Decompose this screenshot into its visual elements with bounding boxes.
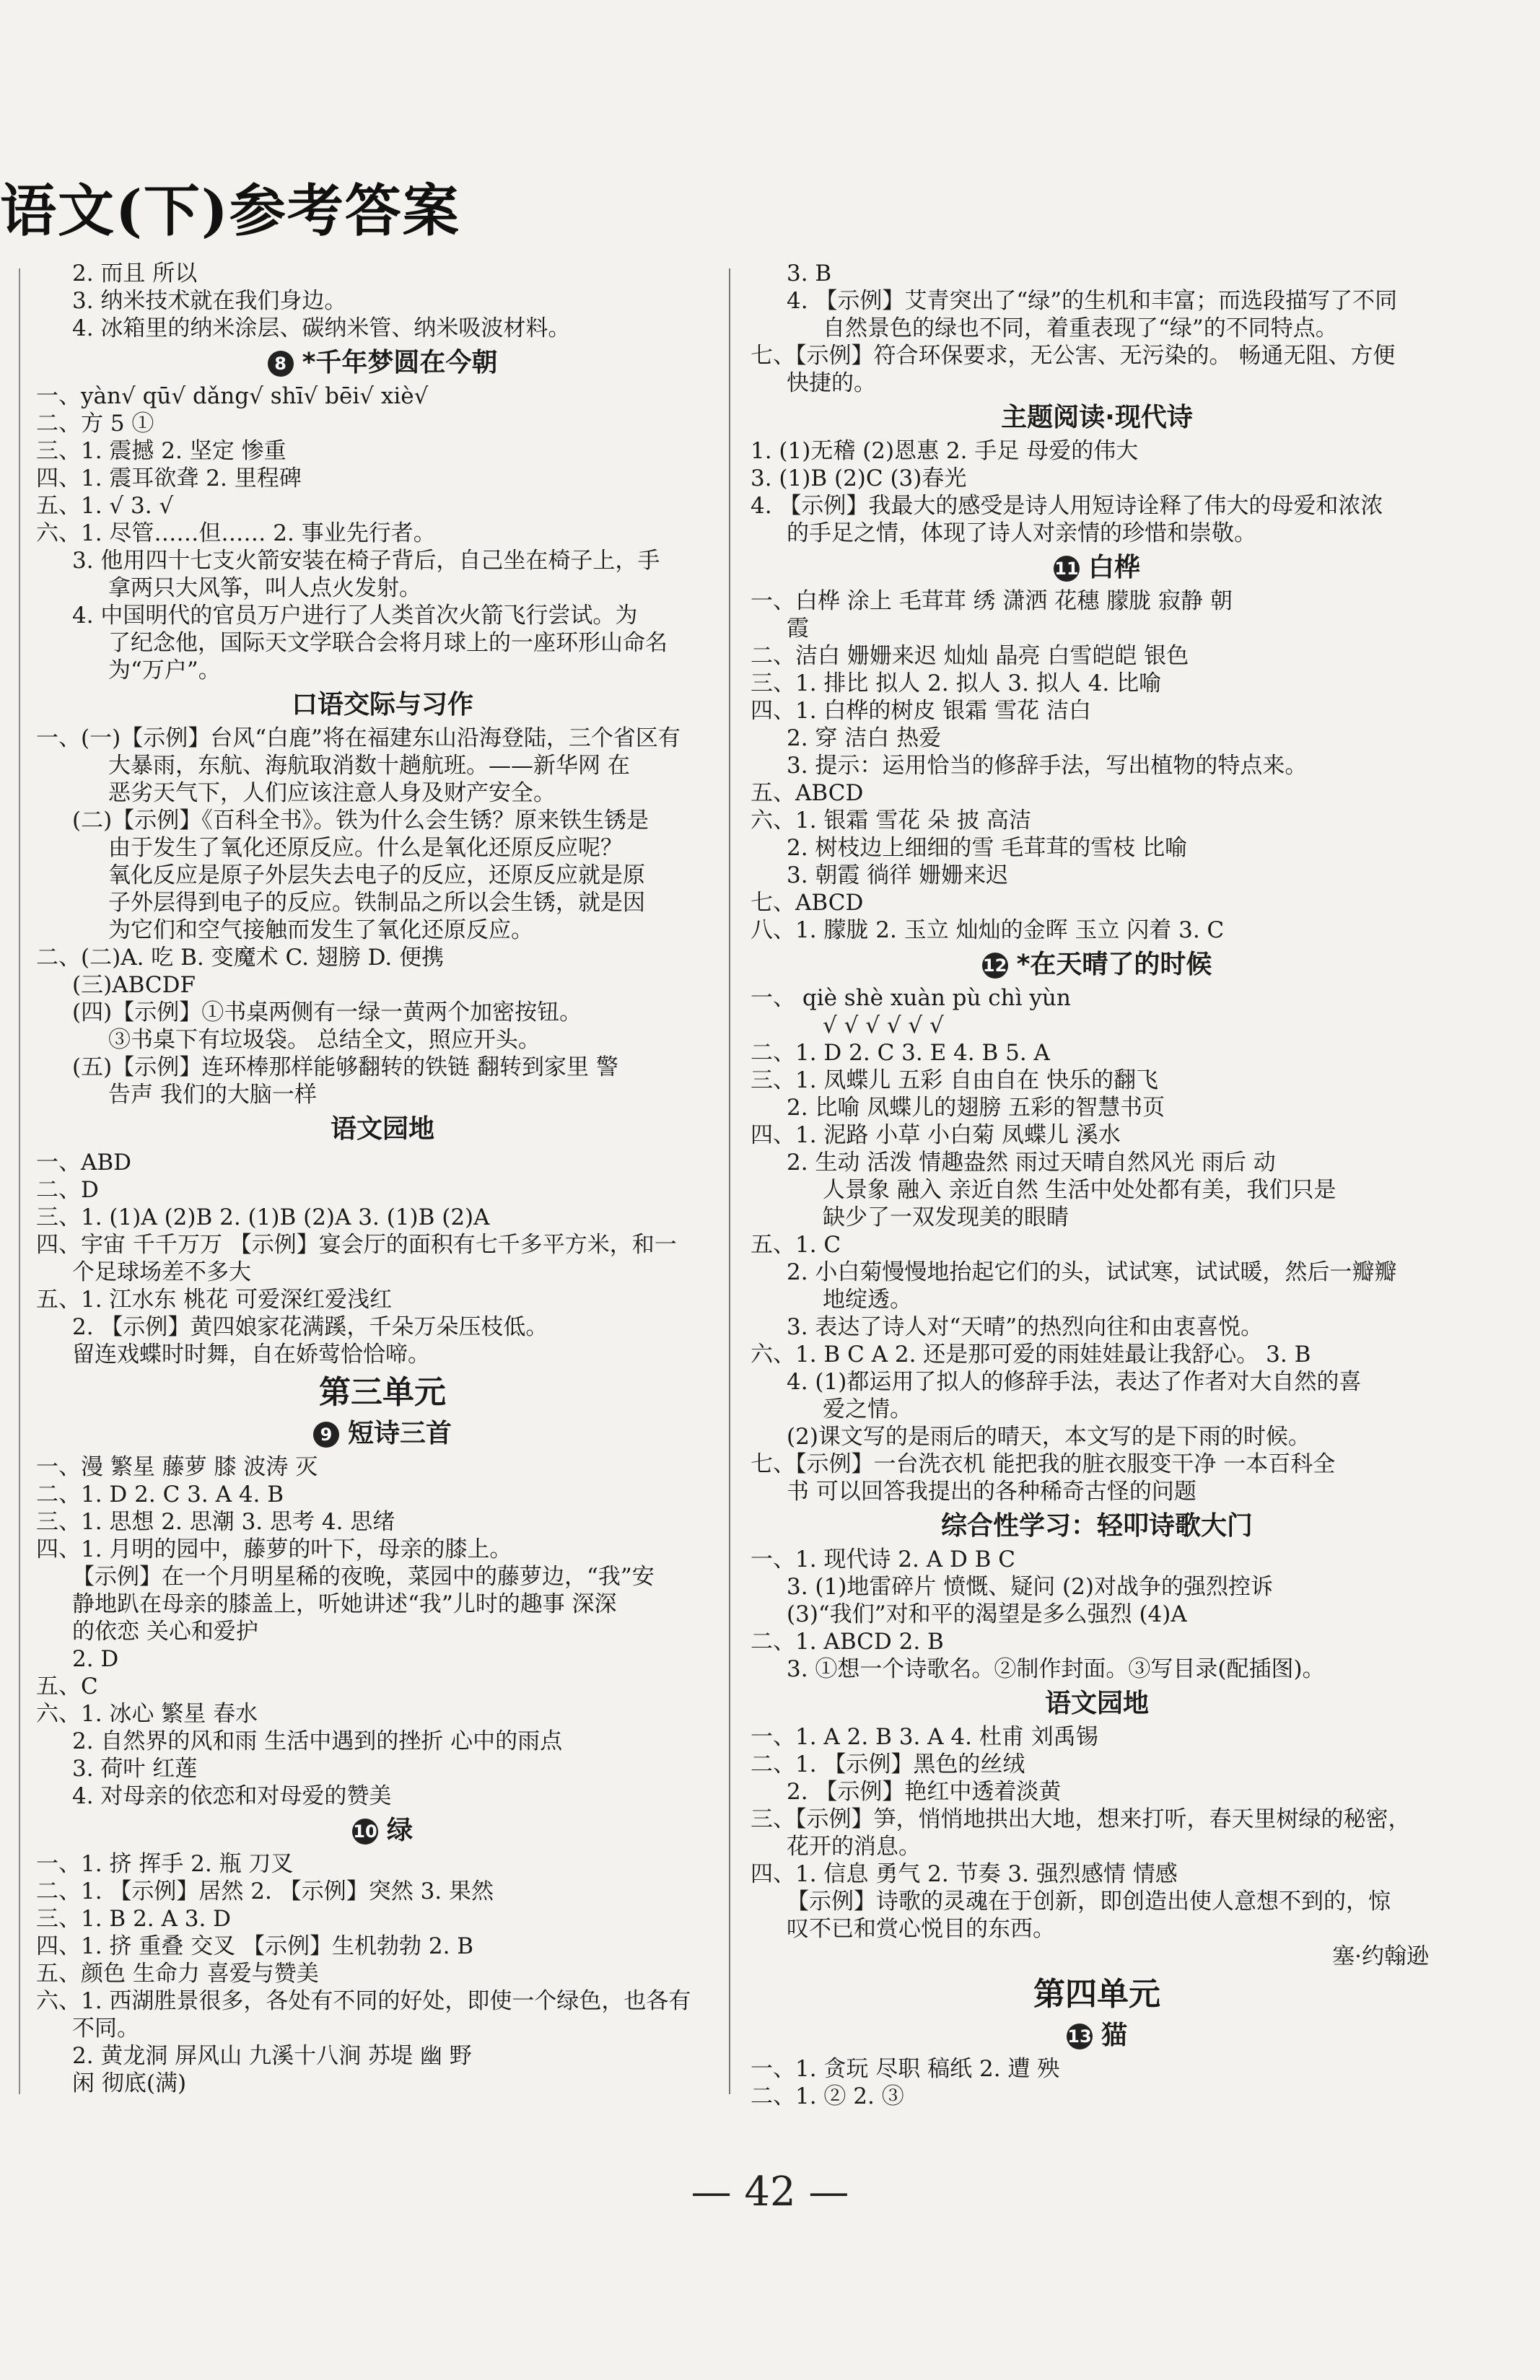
section-heading-text: 猫 — [1101, 2021, 1127, 2050]
answer-line: 留连戏蝶时时舞，自在娇莺恰恰啼。 — [72, 1342, 430, 1368]
answer-line: 一、漫 繁星 藤萝 膝 波涛 灭 — [36, 1454, 318, 1480]
answer-line: 快捷的。 — [787, 370, 876, 396]
answer-line: 3. 表达了诗人对“天晴”的热烈向往和由衷喜悦。 — [787, 1314, 1264, 1340]
lesson-number-badge: 13 — [1067, 2024, 1093, 2049]
section-heading-text: 短诗三首 — [347, 1419, 452, 1448]
answer-line: 4. 冰箱里的纳米涂层、碳纳米管、纳米吸波材料。 — [72, 315, 571, 341]
answer-line: 一、白桦 涂上 毛茸茸 绣 潇洒 花穗 朦胧 寂静 朝 — [751, 588, 1233, 614]
answer-line: 2. 树枝边上细细的雪 毛茸茸的雪枝 比喻 — [787, 835, 1188, 861]
answer-line: 四、1. 信息 勇气 2. 节奏 3. 强烈感情 情感 — [751, 1861, 1178, 1887]
answer-line: 2. 小白菊慢慢地抬起它们的头，试试寒，试试暖，然后一瓣瓣 — [787, 1259, 1397, 1285]
answer-line: (3)“我们”对和平的渴望是多么强烈 (4)A — [787, 1601, 1187, 1627]
section-heading — [751, 1686, 1443, 1722]
answer-line: 为它们和空气接触而发生了氧化还原反应。 — [108, 917, 533, 943]
section-heading — [751, 1508, 1443, 1544]
answer-line: 一、1. 贪玩 尽职 稿纸 2. 遭 殃 — [751, 2056, 1060, 2082]
answer-line: 地绽透。 — [823, 1287, 912, 1313]
answer-line: 告声 我们的大脑一样 — [108, 1082, 317, 1108]
answer-line: 静地趴在母亲的膝盖上，听她讲述“我”儿时的趣事 深深 — [72, 1591, 617, 1617]
page-number: — 42 — — [691, 2169, 849, 2215]
answer-line: 六、1. 西湖胜景很多，各处有不同的好处，即使一个绿色，也各有 — [36, 1988, 691, 2014]
answer-line: 五、1. 江水东 桃花 可爱深红爱浅红 — [36, 1287, 393, 1313]
answer-line: 书 可以回答我提出的各种稀奇古怪的问题 — [787, 1479, 1196, 1505]
answer-line: 霞 — [787, 616, 809, 642]
answer-line: 不同。 — [72, 2016, 139, 2042]
answer-line: 3. 朝霞 徜徉 姗姗来迟 — [787, 862, 1009, 888]
answer-line: 3. 纳米技术就在我们身边。 — [72, 288, 347, 314]
lesson-number-badge: 11 — [1054, 556, 1080, 582]
answer-line: 2. 【示例】黄四娘家花满蹊，千朵万朵压枝低。 — [72, 1314, 548, 1340]
answer-line: 2. 比喻 凤蝶儿的翅膀 五彩的智慧书页 — [787, 1095, 1165, 1121]
answer-line: 叹不已和赏心悦目的东西。 — [787, 1916, 1055, 1942]
answer-line: 【示例】在一个月明星稀的夜晚，菜园中的藤萝边，“我”安 — [72, 1564, 655, 1590]
answer-line: 一、(一)【示例】台风“白鹿”将在福建东山沿海登陆，三个省区有 — [36, 725, 681, 751]
quote-attribution: 塞·约翰逊 — [1332, 1943, 1429, 1969]
answer-line: 八、1. 朦胧 2. 玉立 灿灿的金晖 玉立 闪着 3. C — [751, 917, 1225, 943]
answer-line: 子外层得到电子的反应。铁制品之所以会生锈，就是因 — [108, 890, 645, 916]
section-heading-text: 口语交际与习作 — [291, 690, 473, 719]
answer-line: (2)课文写的是雨后的晴天，本文写的是下雨的时候。 — [787, 1424, 1311, 1450]
lesson-number-badge: 9 — [313, 1422, 339, 1448]
answer-line: 3. ①想一个诗歌名。②制作封面。③写目录(配插图)。 — [787, 1656, 1325, 1682]
answer-line: 4. 【示例】艾青突出了“绿”的生机和丰富；而选段描写了不同 — [787, 288, 1398, 314]
answer-line: 2. 而且 所以 — [72, 261, 198, 286]
section-heading — [751, 400, 1443, 436]
answer-line: 一、ABD — [36, 1150, 132, 1176]
answer-line: 2. 生动 活泼 情趣盎然 雨过天晴自然风光 雨后 动 — [787, 1150, 1276, 1176]
answer-line: 4. 对母亲的依恋和对母爱的赞美 — [72, 1783, 392, 1809]
answer-line: 2. 【示例】艳红中透着淡黄 — [787, 1779, 1062, 1805]
right-column — [751, 260, 1443, 2110]
lesson-number-badge: 10 — [352, 1819, 378, 1845]
section-heading — [36, 345, 729, 381]
answer-line: 四、1. 挤 重叠 交叉 【示例】生机勃勃 2. B — [36, 1933, 474, 1959]
answer-line: 3. (1)地雷碎片 愤慨、疑问 (2)对战争的强烈控诉 — [787, 1574, 1273, 1600]
answer-line: 六、1. B C A 2. 还是那可爱的雨娃娃最让我舒心。 3. B — [751, 1342, 1311, 1368]
answer-line: 大暴雨，东航、海航取消数十趟航班。——新华网 在 — [108, 753, 630, 779]
answer-line: 3. (1)B (2)C (3)春光 — [751, 465, 967, 491]
answer-line: 人景象 融入 亲近自然 生活中处处都有美，我们只是 — [823, 1177, 1336, 1203]
answer-line: 六、1. 冰心 繁星 春水 — [36, 1701, 258, 1727]
answer-line: 三、1. 思想 2. 思潮 3. 思考 4. 思绪 — [36, 1509, 395, 1535]
answer-line: 二、1. ② 2. ③ — [751, 2083, 904, 2109]
answer-line: 二、1. 【示例】黑色的丝绒 — [751, 1751, 1025, 1777]
section-heading-text: 综合性学习：轻叩诗歌大门 — [940, 1511, 1253, 1541]
answer-line: 4. 中国明代的官员万户进行了人类首次火箭飞行尝试。为 — [72, 603, 638, 629]
answer-line: 1. (1)无稽 (2)恩惠 2. 手足 母爱的伟大 — [751, 438, 1139, 464]
answer-line: 五、颜色 生命力 喜爱与赞美 — [36, 1961, 319, 1987]
answer-line: 自然景色的绿也不同，着重表现了“绿”的不同特点。 — [823, 315, 1338, 341]
section-heading-text: *千年梦圆在今朝 — [302, 348, 498, 377]
left-margin-rule — [19, 268, 20, 2094]
section-heading-text: *在天晴了的时候 — [1016, 950, 1212, 979]
answer-line: 三、1. 震撼 2. 坚定 惨重 — [36, 438, 286, 464]
answer-line: ③书桌下有垃圾袋。 总结全文，照应开头。 — [108, 1027, 541, 1053]
answer-line: 四、1. 泥路 小草 小白菊 凤蝶儿 溪水 — [751, 1122, 1121, 1148]
left-column — [36, 260, 729, 2097]
answer-line: 为“万户”。 — [108, 657, 221, 683]
answer-line: 四、1. 白桦的树皮 银霜 雪花 洁白 — [751, 698, 1091, 724]
answer-line: (四)【示例】①书桌两侧有一绿一黄两个加密按钮。 — [72, 999, 582, 1025]
lesson-number-badge: 12 — [982, 953, 1008, 979]
answer-line: (二)【示例】《百科全书》。铁为什么会生锈？原来铁生锈是 — [72, 808, 649, 834]
answer-line: 一、yàn√ qū√ dǎng√ shī√ bēi√ xiè√ — [36, 383, 429, 409]
answer-line: 五、C — [36, 1674, 98, 1699]
answer-line: 二、D — [36, 1177, 99, 1203]
answer-line: 的手足之情，体现了诗人对亲情的珍惜和崇敬。 — [787, 520, 1256, 546]
column-divider — [729, 268, 730, 2094]
unit-heading: 第三单元 — [319, 1374, 446, 1411]
answer-line: 2. 自然界的风和雨 生活中遇到的挫折 心中的雨点 — [72, 1728, 563, 1754]
answer-line: 个足球场差不多大 — [72, 1259, 251, 1285]
section-heading — [36, 1416, 729, 1452]
section-heading — [36, 1111, 729, 1147]
answer-line: 二、1. D 2. C 3. A 4. B — [36, 1482, 284, 1508]
answer-line: 三、1. B 2. A 3. D — [36, 1906, 232, 1932]
answer-line: 三、1. 排比 拟人 2. 拟人 3. 拟人 4. 比喻 — [751, 670, 1162, 696]
page-title: 语文(下)参考答案 — [0, 178, 460, 244]
answer-line: 七、ABCD — [751, 890, 864, 916]
answer-line: 2. 穿 洁白 热爱 — [787, 725, 942, 751]
answer-line: 3. 提示：运用恰当的修辞手法，写出植物的特点来。 — [787, 753, 1308, 779]
answer-line: 二、(二)A. 吃 B. 变魔术 C. 翅膀 D. 便携 — [36, 945, 445, 971]
answer-line: 六、1. 尽管……但…… 2. 事业先行者。 — [36, 520, 436, 546]
answer-line: 一、1. A 2. B 3. A 4. 杜甫 刘禹锡 — [751, 1724, 1098, 1750]
answer-line: 一、1. 挤 挥手 2. 瓶 刀叉 — [36, 1851, 294, 1877]
section-heading — [751, 2018, 1443, 2054]
answer-line: 的依恋 关心和爱护 — [72, 1619, 258, 1645]
answer-line: 二、方 5 ① — [36, 411, 154, 437]
section-heading-text: 主题阅读·现代诗 — [1001, 403, 1193, 432]
section-heading — [751, 947, 1443, 983]
unit-heading: 第四单元 — [1033, 1976, 1160, 2013]
answer-line: 闲 彻底(满) — [72, 2070, 187, 2096]
section-heading-text: 白桦 — [1088, 553, 1140, 582]
answer-line: 【示例】诗歌的灵魂在于创新，即创造出使人意想不到的，惊 — [787, 1889, 1391, 1915]
answer-line: 二、1. D 2. C 3. E 4. B 5. A — [751, 1040, 1050, 1066]
section-heading-text: 绿 — [386, 1816, 413, 1845]
answer-line: 3. 他用四十七支火箭安装在椅子背后，自己坐在椅子上，手 — [72, 548, 660, 574]
answer-line: 二、1. 【示例】居然 2. 【示例】突然 3. 果然 — [36, 1878, 494, 1904]
answer-line: 2. 黄龙洞 屏风山 九溪十八涧 苏堤 幽 野 — [72, 2043, 472, 2069]
answer-line: 七、【示例】一台洗衣机 能把我的脏衣服变干净 一本百科全 — [751, 1451, 1336, 1477]
answer-line: 3. 荷叶 红莲 — [72, 1756, 198, 1782]
answer-line: 了纪念他，国际天文学联合会将月球上的一座环形山命名 — [108, 630, 668, 656]
answer-line: 花开的消息。 — [787, 1834, 921, 1860]
section-heading-text: 语文园地 — [1044, 1689, 1149, 1718]
lesson-number-badge: 8 — [268, 351, 294, 377]
answer-line: 一、1. 现代诗 2. A D B C — [751, 1546, 1016, 1572]
answer-line: 三、1. 凤蝶儿 五彩 自由自在 快乐的翻飞 — [751, 1067, 1158, 1093]
answer-line: 一、 qiè shè xuàn pù chì yùn — [751, 985, 1071, 1011]
answer-line: 四、1. 震耳欲聋 2. 里程碑 — [36, 465, 302, 491]
answer-line: 拿两只大风筝，叫人点火发射。 — [108, 575, 421, 601]
answer-line: 二、1. ABCD 2. B — [751, 1629, 944, 1655]
answer-line: 2. D — [72, 1646, 119, 1672]
answer-line: 4. 【示例】我最大的感受是诗人用短诗诠释了伟大的母爱和浓浓 — [751, 493, 1383, 519]
answer-line: 六、1. 银霜 雪花 朵 披 高洁 — [751, 808, 1031, 834]
section-heading — [36, 1813, 729, 1849]
section-heading — [36, 687, 729, 723]
answer-line: √ √ √ √ √ √ — [823, 1012, 944, 1038]
answer-line: 恶劣天气下，人们应该注意人身及财产安全。 — [108, 780, 556, 806]
answer-line: 缺少了一双发现美的眼睛 — [823, 1204, 1069, 1230]
answer-line: (三)ABCDF — [72, 972, 196, 998]
answer-line: 爱之情。 — [823, 1396, 912, 1422]
answer-line: 4. (1)都运用了拟人的修辞手法，表达了作者对大自然的喜 — [787, 1369, 1362, 1395]
answer-line: 三、【示例】笋，悄悄地拱出大地，想来打听，春天里树绿的秘密， — [751, 1806, 1411, 1832]
answer-line: 五、1. C — [751, 1232, 841, 1258]
answer-line: 五、ABCD — [751, 780, 864, 806]
answer-line: 五、1. √ 3. √ — [36, 493, 174, 519]
answer-line: 三、1. (1)A (2)B 2. (1)B (2)A 3. (1)B (2)A — [36, 1204, 490, 1230]
answer-line: 七、【示例】符合环保要求，无公害、无污染的。 畅通无阻、方便 — [751, 343, 1396, 369]
answer-line: 四、宇宙 千千万万 【示例】宴会厅的面积有七千多平方米，和一 — [36, 1232, 677, 1258]
section-heading-text: 语文园地 — [330, 1114, 434, 1144]
answer-line: 二、洁白 姗姗来迟 灿灿 晶亮 白雪皑皑 银色 — [751, 643, 1189, 669]
answer-line: 3. B — [787, 261, 832, 286]
answer-line: 四、1. 月明的园中，藤萝的叶下，母亲的膝上。 — [36, 1536, 512, 1562]
answer-line: 氧化反应是原子外层失去电子的反应，还原反应就是原 — [108, 862, 645, 888]
answer-line: 由于发生了氧化还原反应。什么是氧化还原反应呢？ — [108, 835, 623, 861]
answer-line: (五)【示例】连环棒那样能够翻转的铁链 翻转到家里 警 — [72, 1054, 618, 1080]
section-heading — [751, 550, 1443, 586]
